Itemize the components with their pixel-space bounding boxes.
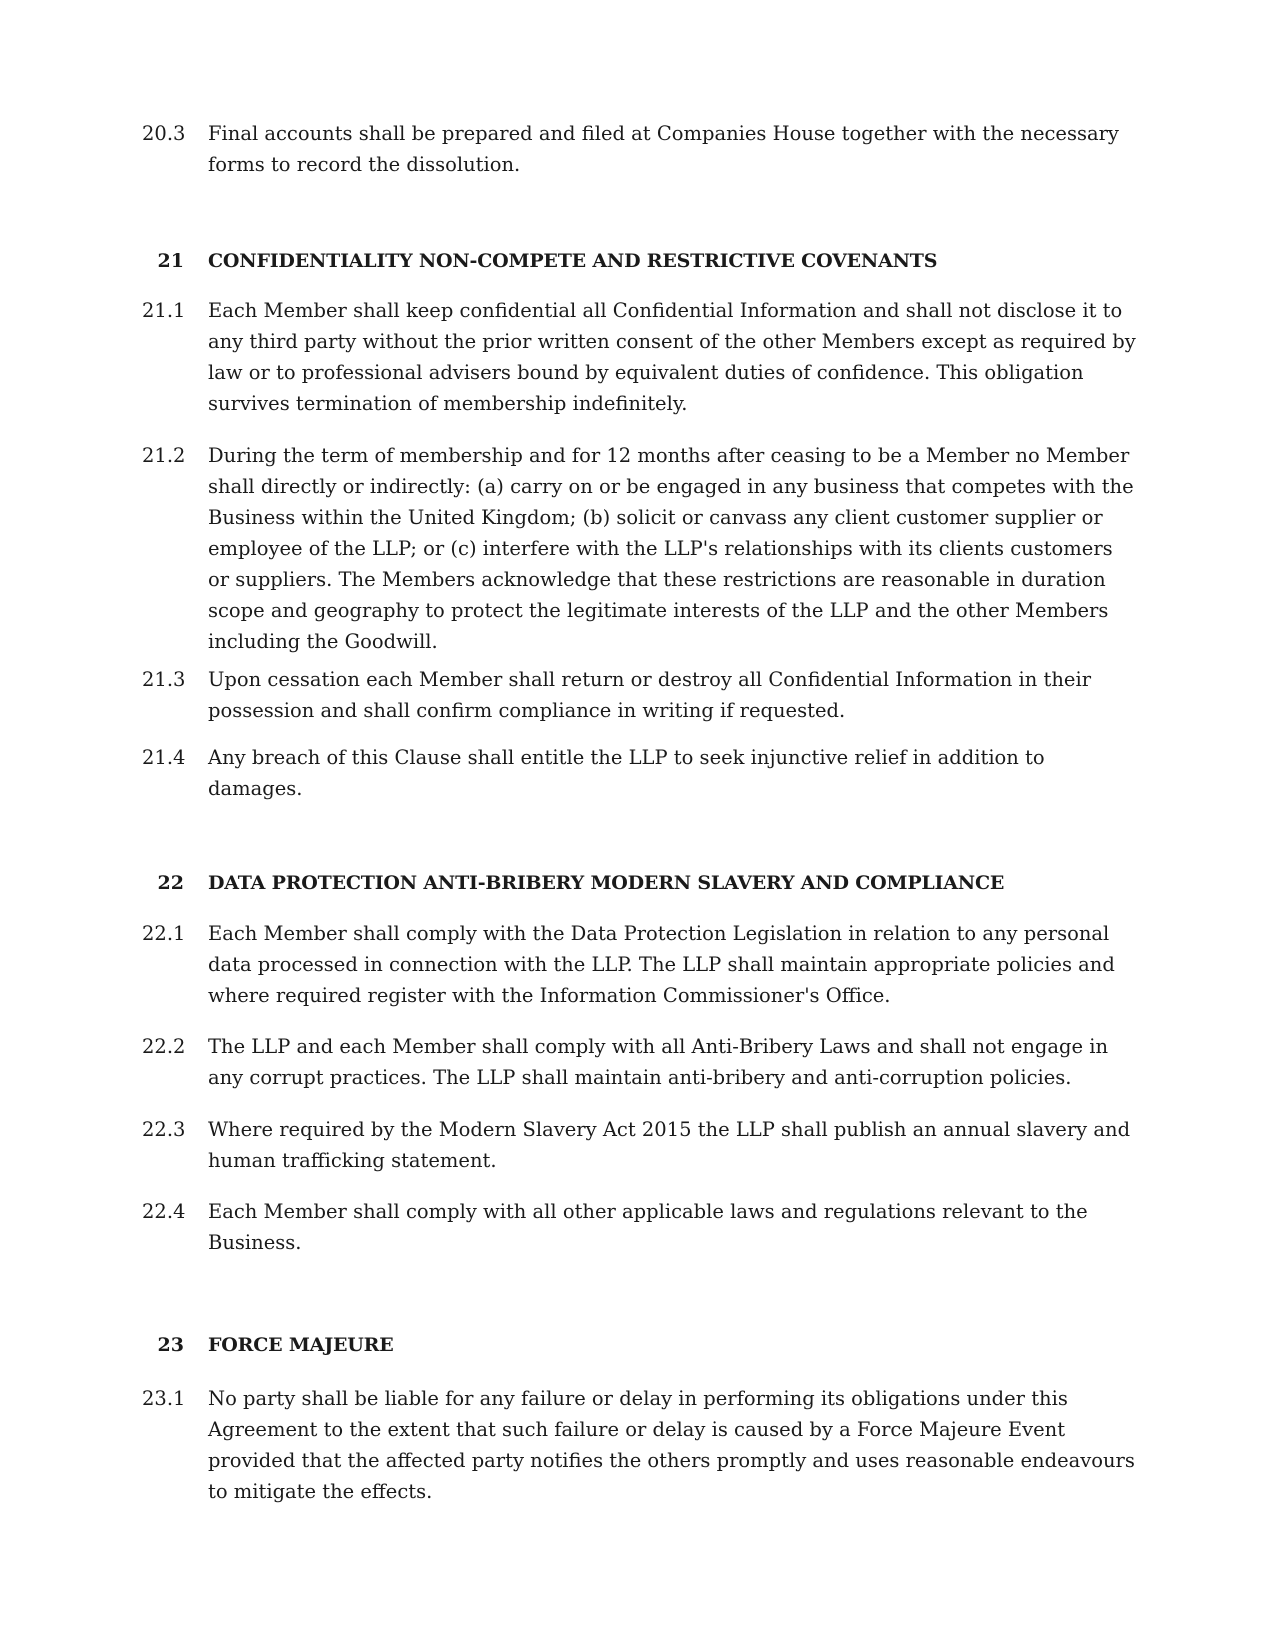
clause-text: Each Member shall comply with the Data Protection Legislation in relation to any personal data processed in connection with the LLP. The LLP shall maintain appropriate policies and where required register with the Information Commissioner's Office. [208, 922, 1115, 1007]
clause-text: Each Member shall keep confidential all Confidential Information and shall not disclose it to any third party without the prior written consent of the other Members except as required by law or to professional advisers bound by equivalent duties of confidence. This obligation survives termination of membership indefinitely. [208, 299, 1136, 415]
clause-text: The LLP and each Member shall comply with all Anti-Bribery Laws and shall not engage in any corrupt practices. The LLP shall maintain anti-bribery and anti-corruption policies. [208, 1035, 1109, 1089]
clause-text: Where required by the Modern Slavery Act 2015 the LLP shall publish an annual slavery and human trafficking statement. [208, 1118, 1131, 1172]
clause-text: Each Member shall comply with all other applicable laws and regulations relevant to the Business. [208, 1200, 1088, 1254]
clause-number: 22.3 [142, 1118, 186, 1141]
section-title: DATA PROTECTION ANTI-BRIBERY MODERN SLAVERY AND COMPLIANCE [208, 872, 1005, 894]
clause-number: 21.3 [142, 668, 186, 691]
clause-number: 22.4 [142, 1200, 186, 1223]
clause-number: 21.4 [142, 746, 186, 769]
clause-number: 21.1 [142, 299, 186, 322]
clause-number: 20.3 [142, 122, 186, 145]
section-number: 23 [157, 1334, 184, 1356]
clause-number: 22.1 [142, 922, 186, 945]
clause-number: 21.2 [142, 444, 186, 467]
clause-text: No party shall be liable for any failure or delay in performing its obligations under this Agreement to the extent that such failure or delay is caused by a Force Majeure Event provided that the affected party notifies the others promptly and uses reasonable endeavours to mitigate the effects. [208, 1387, 1135, 1503]
clause-text: During the term of membership and for 12 months after ceasing to be a Member no Member shall directly or indirectly: (a) carry on or be engaged in any business that competes with the Business within the United Kingdom; (b) solicit or canvass any client customer supplier or employee of the LLP; or (c) interfere with the LLP's relationships with its clients customers or suppliers. The Members acknowledge that these restrictions are reasonable in duration scope and geography to protect the legitimate interests of the LLP and the other Members including the Goodwill. [208, 444, 1134, 653]
clause-text: Final accounts shall be prepared and filed at Companies House together with the necessary forms to record the dissolution. [208, 122, 1119, 176]
clause-text: Any breach of this Clause shall entitle the LLP to seek injunctive relief in addition to damages. [208, 746, 1045, 800]
section-title: CONFIDENTIALITY NON-COMPETE AND RESTRICTIVE COVENANTS [208, 250, 938, 272]
clause-text: Upon cessation each Member shall return or destroy all Confidential Information in their possession and shall confirm compliance in writing if requested. [208, 668, 1092, 722]
section-number: 21 [157, 250, 184, 272]
clause-number: 23.1 [142, 1387, 186, 1410]
clause-number: 22.2 [142, 1035, 186, 1058]
section-number: 22 [157, 872, 184, 894]
section-title: FORCE MAJEURE [208, 1334, 394, 1356]
